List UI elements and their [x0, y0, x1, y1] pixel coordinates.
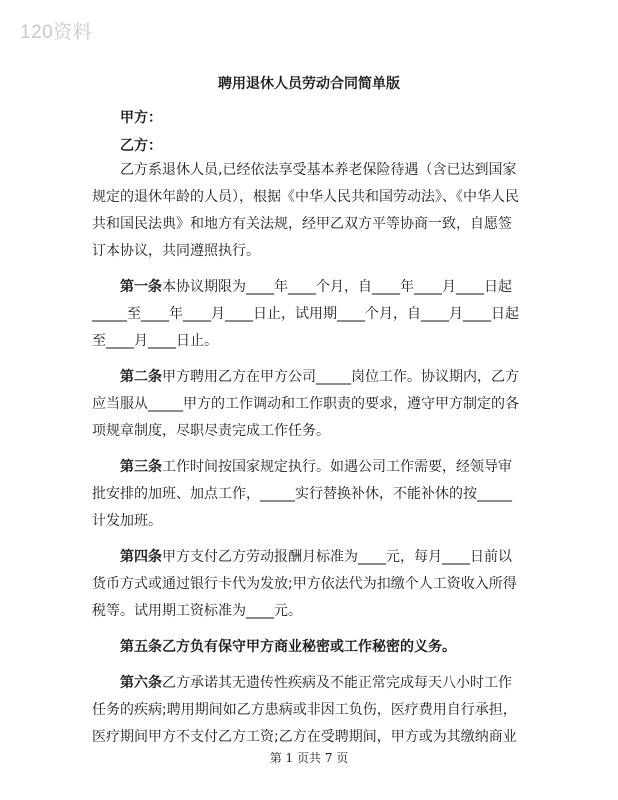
article-2-heading: 第二条 [120, 369, 162, 385]
article-3-heading: 第三条 [120, 459, 162, 475]
article-5-heading: 第五条乙方负有保守甲方商业秘密或工作秘密的义务。 [120, 639, 456, 655]
party-b-label: 乙方： [120, 138, 162, 154]
article-4-text: 甲方支付乙方劳动报酬月标准为____元，每月____日前以货币方式或通过银行卡代为发放;甲方依法代为扣缴个人工资收入所得税等。试用期工资标准为____元。 [92, 549, 517, 619]
document-title: 聘用退休人员劳动合同简单版 [218, 76, 400, 92]
article-6-text: 乙方承诺其无遗传性疾病及不能正常完成每天八小时工作任务的疾病;聘用期间如乙方患病或非因工负伤，医疗费用自行承担，医疗期间甲方不支付乙方工资;乙方在受聘期间，甲方或为其缴纳商业 [92, 675, 517, 745]
party-a-label: 甲方： [120, 110, 162, 126]
article-3-text: 工作时间按国家规定执行。如遇公司工作需要，经领导审批安排的加班、加点工作，_____实行替换补休，不能补休的按_____计发加班。 [92, 459, 512, 529]
article-4 [92, 544, 524, 625]
article-2 [92, 364, 524, 445]
intro-paragraph: 乙方系退休人员,已经依法享受基本养老保险待遇（含已达到国家规定的退休年龄的人员），根据《中华人民共和国劳动法》、《中华人民共和国民法典》和地方有关法规，经甲乙双方平等协商一致，自愿签订本协议，共同遵照执行。 [92, 162, 519, 259]
watermark: 120资料 [20, 22, 93, 43]
article-5 [92, 634, 524, 661]
article-3 [92, 454, 524, 535]
article-1-heading: 第一条 [120, 279, 162, 295]
contract-body [92, 157, 524, 751]
article-4-heading: 第四条 [120, 549, 162, 565]
article-1-text: 本协议期限为____年____个月，自____年____月____日起_____至____年____月____日止，试用期____个月，自____月____日起至____月____日止。 [92, 279, 519, 349]
article-6 [92, 670, 524, 751]
article-2-text: 甲方聘用乙方在甲方公司_____岗位工作。协议期内，乙方应当服从_____甲方的工作调动和工作职责的要求，遵守甲方制定的各项规章制度，尽职尽责完成工作任务。 [92, 369, 519, 439]
page-footer: 第 1 页共 7 页 [269, 751, 349, 765]
article-1 [92, 274, 524, 355]
article-6-heading: 第六条 [120, 675, 162, 691]
